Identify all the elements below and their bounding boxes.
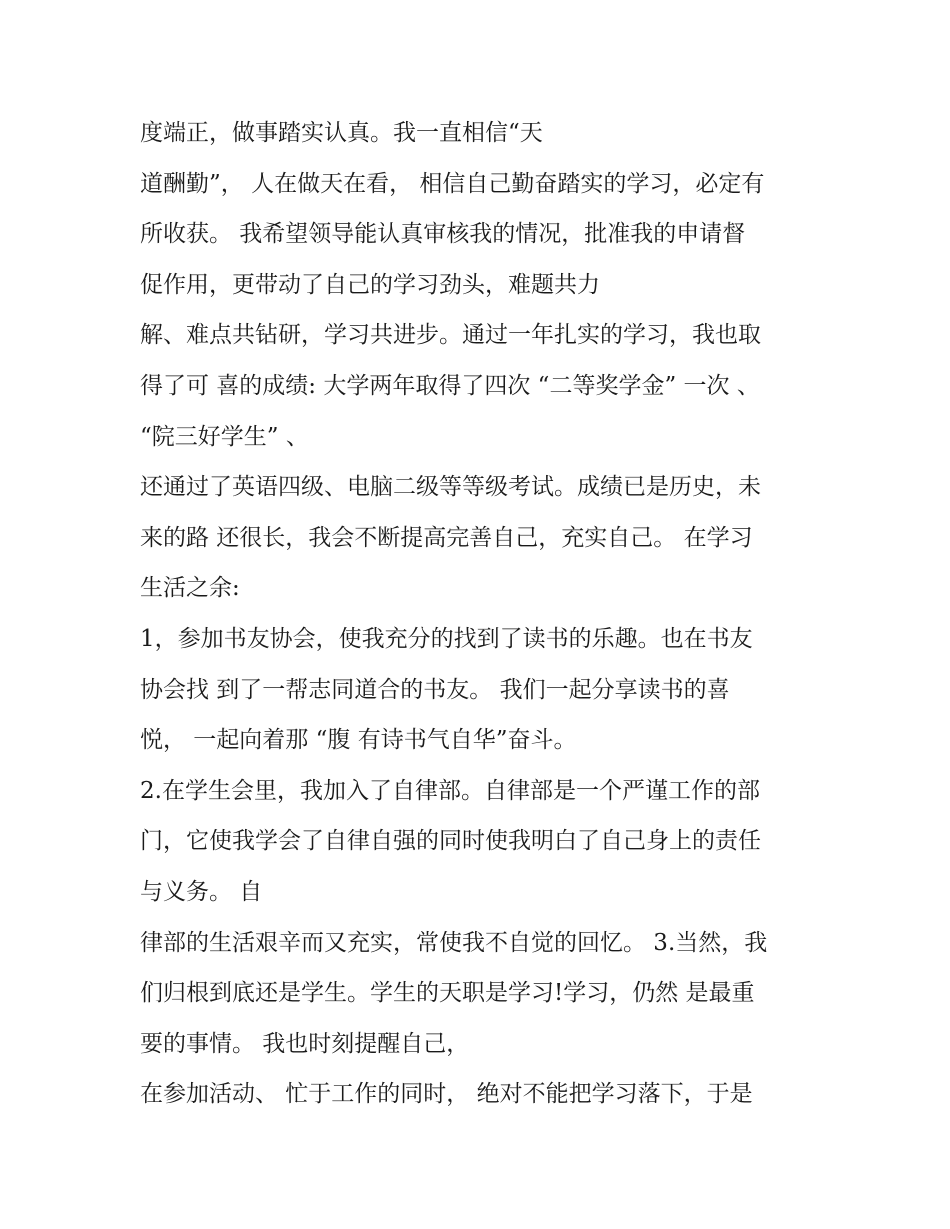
document-body (140, 108, 830, 1120)
text-line: 2.在学生会里，我加入了自律部。自律部是一个严谨工作的部 (140, 777, 760, 804)
text-line: 促作用，更带动了自己的学习劲头，难题共力 (140, 271, 600, 298)
text-line: 解、难点共钻研，学习共进步。通过一年扎实的学习，我也取 (140, 322, 761, 349)
text-line: 所收获。 我希望领导能认真审核我的情况，批准我的申请督 (140, 221, 746, 248)
text-line: 还通过了英语四级、电脑二级等等级考试。成绩已是历史，未 (140, 474, 761, 501)
text-line: 门，它使我学会了自律自强的同时使我明白了自己身上的责任 (140, 828, 761, 855)
text-line: 生活之余: (140, 575, 240, 602)
text-line: “院三好学生” 、 (140, 423, 309, 450)
text-line: 们归根到底还是学生。学生的天职是学习!学习，仍然 是最重 (140, 980, 755, 1007)
text-line: 度端正，做事踏实认真。我一直相信“天 (140, 120, 543, 146)
text-line: 律部的生活艰辛而又充实，常使我不自觉的回忆。 3.当然，我 (140, 929, 768, 956)
text-line: 来的路 还很长，我会不断提高完善自己，充实自己。 在学习 (140, 524, 753, 551)
text-line: 1，参加书友协会，使我充分的找到了读书的乐趣。也在书友 (140, 625, 753, 652)
text-line: 协会找 到了一帮志同道合的书友。 我们一起分享读书的喜 (140, 676, 730, 703)
text-line: 要的事情。 我也时刻提醒自己， (140, 1030, 470, 1057)
text-line: 悦， 一起向着那 “腹 有诗书气自华”奋斗。 (140, 727, 577, 754)
text-line: 得了可 喜的成绩: 大学两年取得了四次 “二等奖学金” 一次 、 (140, 372, 760, 399)
text-line: 道酬勤”， 人在做天在看， 相信自己勤奋踏实的学习，必定有 (140, 170, 765, 197)
text-line: 与义务。 自 (140, 878, 263, 905)
text-line: 在参加活动、 忙于工作的同时， 绝对不能把学习落下，于是 (140, 1081, 753, 1108)
